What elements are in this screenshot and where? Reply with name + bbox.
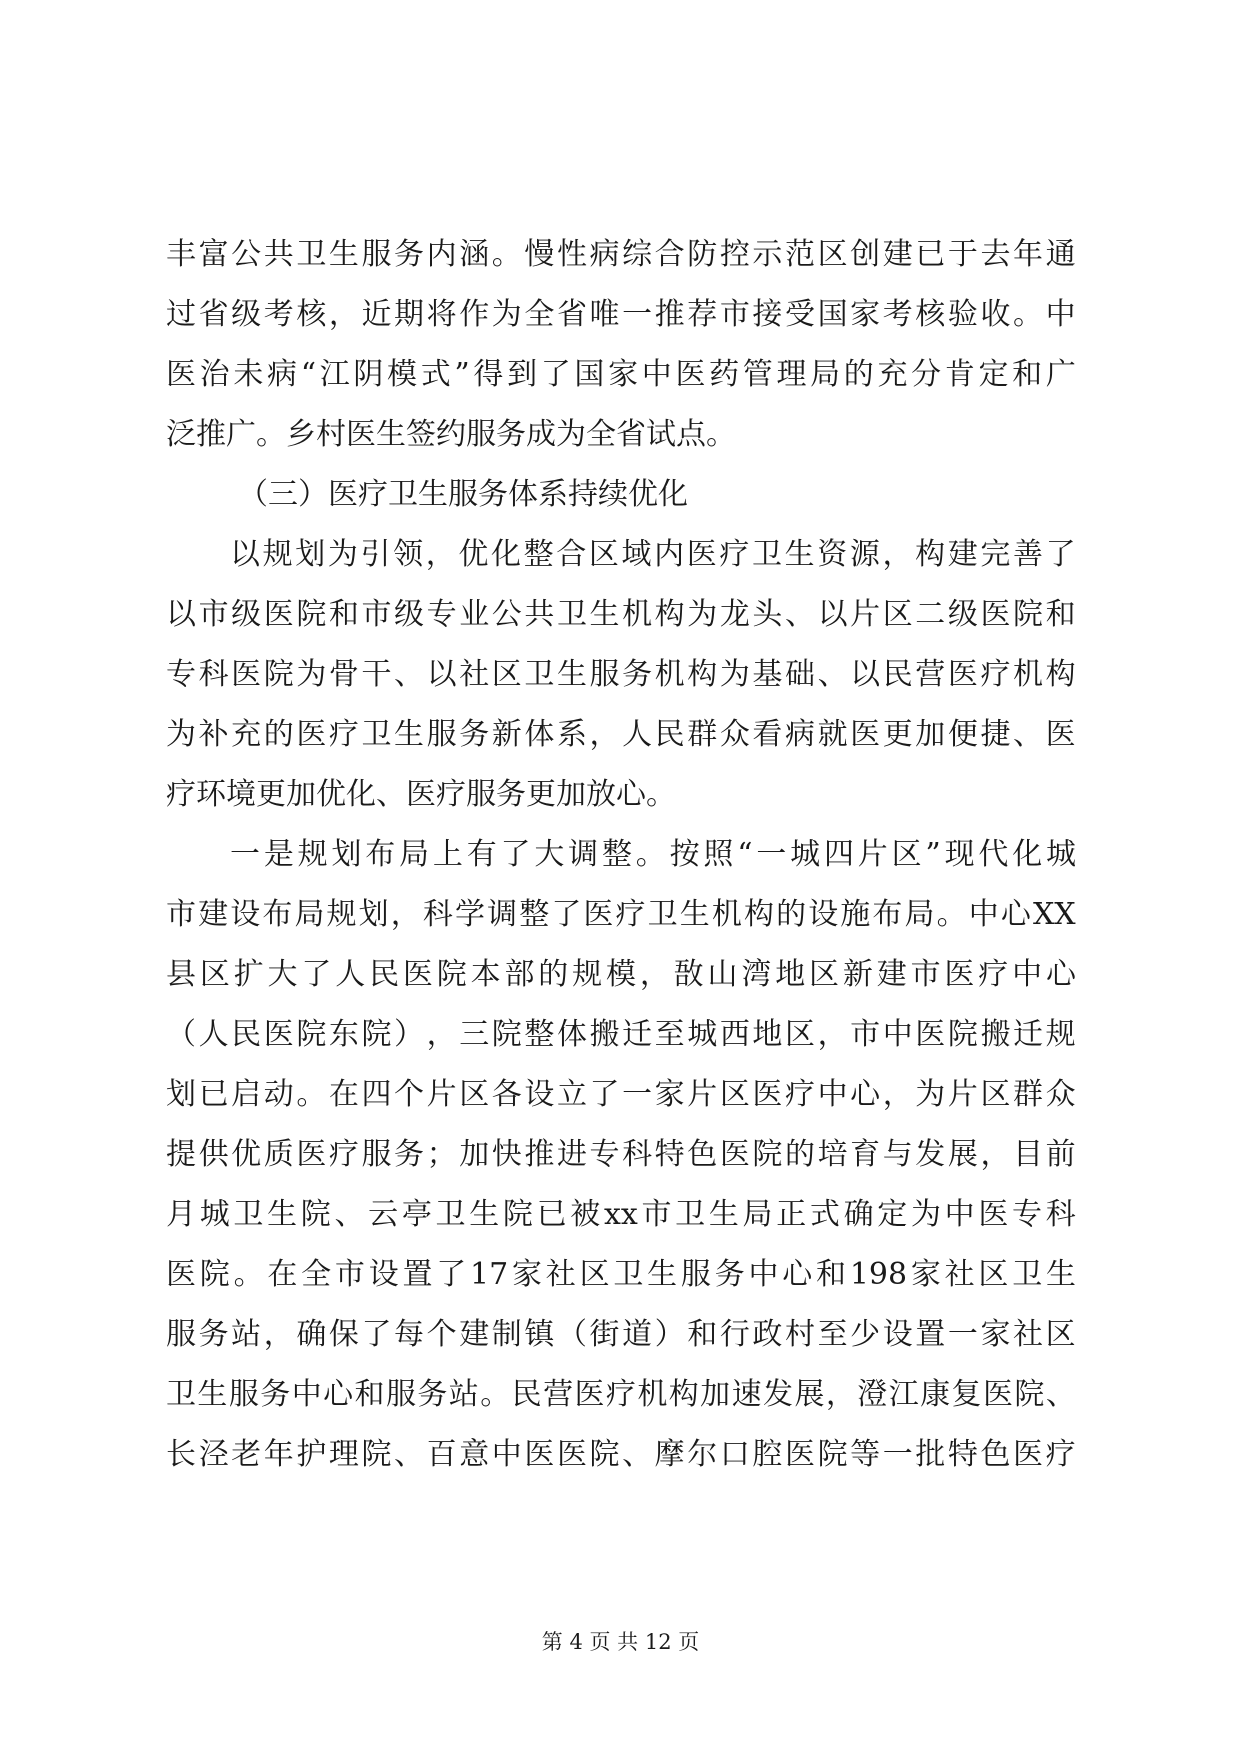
paragraph-line: 划 已 启 动 。 在 四 个 片 区 各 设 立 了 一 家 片 区 医 疗 中 心 ， 为 片 区 群 众 (166, 1077, 1076, 1112)
paragraph-line: 一 是 规 划 布 局 上 有 了 大 调 整 。 按 照 “ 一 城 四 片 区 ” 现 代 化 城 (230, 837, 1076, 872)
paragraph-line: 月 城 卫 生 院 、 云 亭 卫 生 院 已 被 xx 市 卫 生 局 正 式 确 定 为 中 医 专 科 (166, 1197, 1076, 1232)
paragraph-line: 以 规 划 为 引 领 ， 优 化 整 合 区 域 内 医 疗 卫 生 资 源 ， 构 建 完 善 了 (230, 537, 1076, 572)
paragraph-line: （ 人 民 医 院 东 院 ） ， 三 院 整 体 搬 迁 至 城 西 地 区 ， 市 中 医 院 搬 迁 规 (166, 1017, 1076, 1052)
paragraph-line: 县 区 扩 大 了 人 民 医 院 本 部 的 规 模 ， 敔 山 湾 地 区 新 建 市 医 疗 中 心 (166, 957, 1076, 992)
paragraph-line: 医 治 未 病 “ 江 阴 模 式 ” 得 到 了 国 家 中 医 药 管 理 局 的 充 分 肯 定 和 广 (166, 357, 1076, 392)
paragraph-line: 以 市 级 医 院 和 市 级 专 业 公 共 卫 生 机 构 为 龙 头 、 以 片 区 二 级 医 院 和 (166, 597, 1076, 632)
page-number-label: 第 4 页 共 12 页 (541, 1630, 700, 1654)
paragraph-line: 服 务 站 ， 确 保 了 每 个 建 制 镇 （ 街 道 ） 和 行 政 村 至 少 设 置 一 家 社 区 (166, 1317, 1076, 1352)
document-body (166, 225, 1076, 1485)
paragraph-line: 为 补 充 的 医 疗 卫 生 服 务 新 体 系 ， 人 民 群 众 看 病 就 医 更 加 便 捷 、 医 (166, 717, 1076, 752)
paragraph-line: 丰 富 公 共 卫 生 服 务 内 涵 。 慢 性 病 综 合 防 控 示 范 区 创 建 已 于 去 年 通 (166, 237, 1076, 272)
paragraph-line: 提 供 优 质 医 疗 服 务 ； 加 快 推 进 专 科 特 色 医 院 的 培 育 与 发 展 ， 目 前 (166, 1137, 1076, 1172)
paragraph-line: 长 泾 老 年 护 理 院 、 百 意 中 医 医 院 、 摩 尔 口 腔 医 院 等 一 批 特 色 医 疗 (166, 1437, 1076, 1472)
section-heading: （三）医疗卫生服务体系持续优化 (238, 477, 688, 512)
page-footer (0, 1626, 1241, 1656)
paragraph-line: 专 科 医 院 为 骨 干 、 以 社 区 卫 生 服 务 机 构 为 基 础 、 以 民 营 医 疗 机 构 (166, 657, 1076, 692)
paragraph-line: 疗环境更加优化、医疗服务更加放心。 (166, 777, 676, 812)
paragraph-line: 卫 生 服 务 中 心 和 服 务 站 。 民 营 医 疗 机 构 加 速 发 展 ， 澄 江 康 复 医 院 、 (166, 1377, 1076, 1412)
paragraph-line: 过 省 级 考 核 ， 近 期 将 作 为 全 省 唯 一 推 荐 市 接 受 国 家 考 核 验 收 。 中 (166, 297, 1076, 332)
paragraph-line: 市 建 设 布 局 规 划 ， 科 学 调 整 了 医 疗 卫 生 机 构 的 设 施 布 局 。 中 心 XX (166, 897, 1076, 932)
paragraph-line: 泛推广。乡村医生签约服务成为全省试点。 (166, 417, 736, 452)
paragraph-line: 医 院 。 在 全 市 设 置 了 17 家 社 区 卫 生 服 务 中 心 和 198 家 社 区 卫 生 (166, 1257, 1076, 1292)
